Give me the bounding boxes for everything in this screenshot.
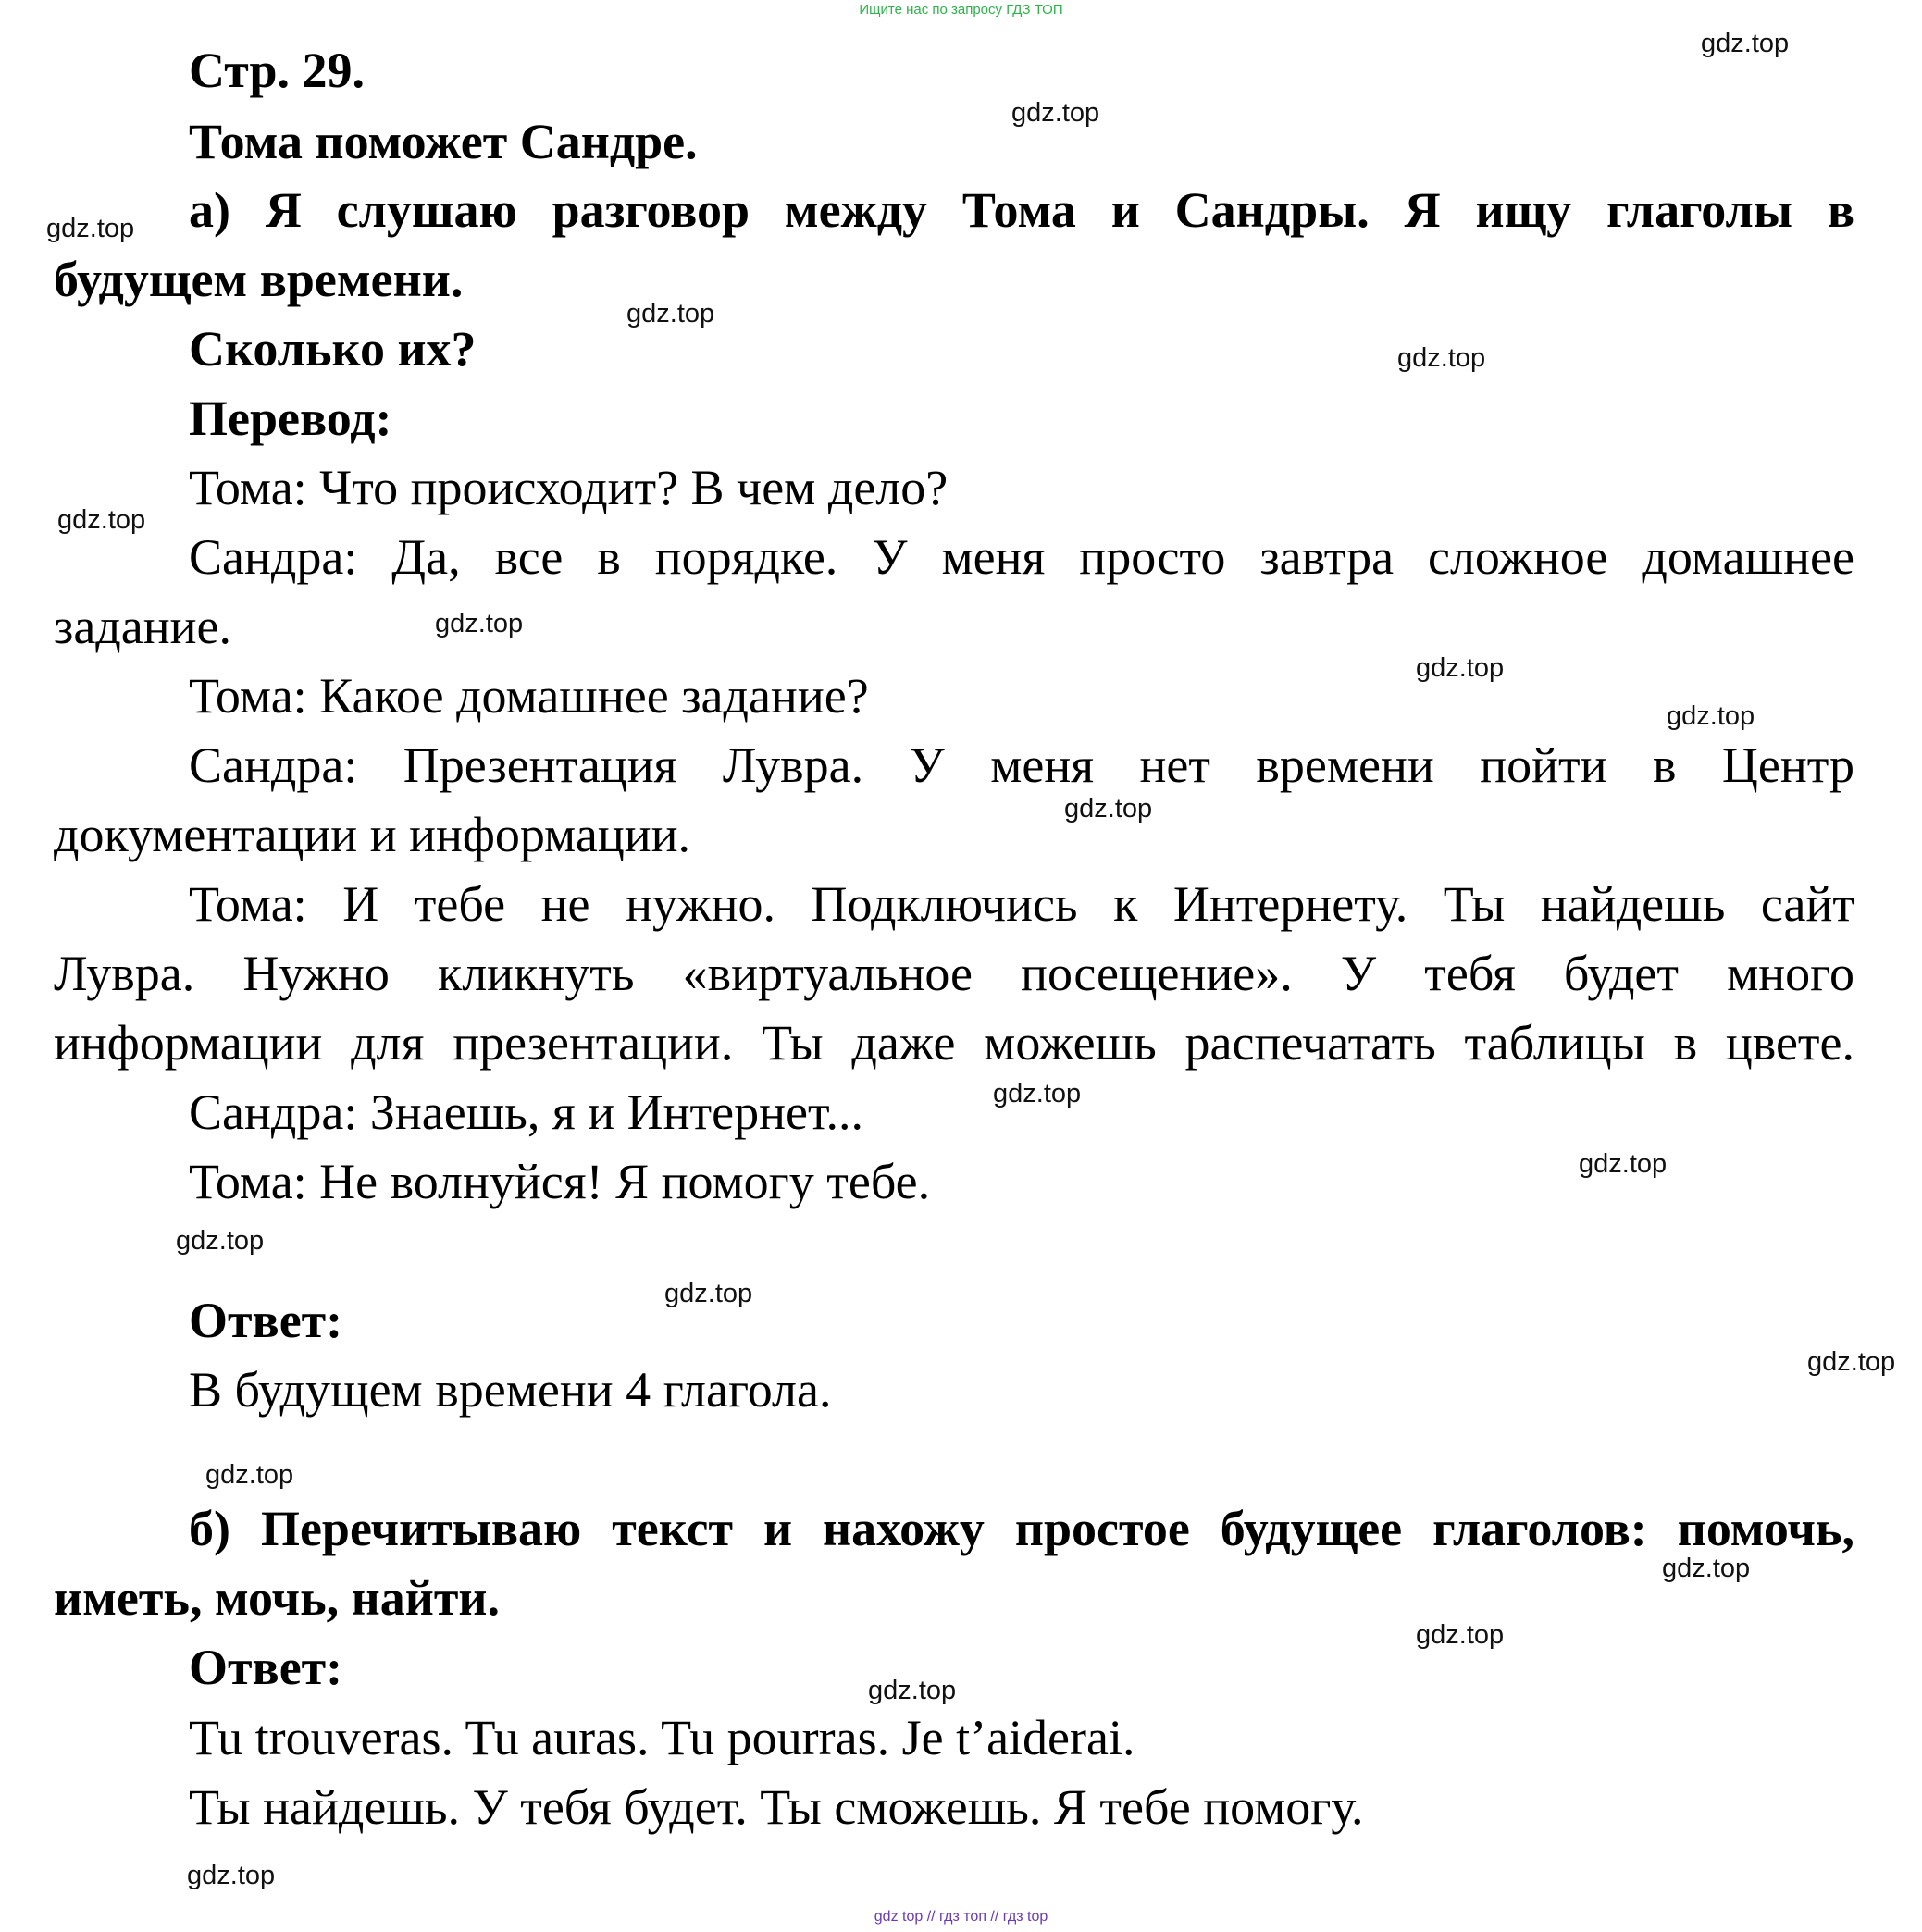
answer-b-french: Tu trouveras. Tu auras. Tu pourras. Je t’aiderai. [189,1710,1135,1765]
watermark: gdz.top [1579,1149,1668,1179]
answer-a-text: В будущем времени 4 глагола. [189,1362,832,1418]
translation-heading: Перевод: [189,390,392,446]
task-b-line-1: б) Перечитываю текст и нахожу простое будущее глаголов: помочь, [189,1501,1854,1556]
dialogue-line: документации и информации. [54,807,691,862]
watermark: gdz.top [868,1676,957,1705]
page-title: Тома поможет Сандре. [189,114,698,169]
watermark: gdz.top [46,214,135,243]
answer-b-heading: Ответ: [189,1640,343,1695]
dialogue-line: Тома: Какое домашнее задание? [189,668,869,724]
dialogue-line: Сандра: Презентация Лувра. У меня нет времени пойти в Центр [189,737,1854,793]
watermark: gdz.top [626,299,715,328]
search-hint-banner: Ищите нас по запросу ГДЗ ТОП [859,2,1063,18]
task-b-line-2: иметь, мочь, найти. [54,1570,500,1626]
watermark: gdz.top [176,1226,265,1256]
watermark: gdz.top [435,609,524,638]
dialogue-line: задание. [54,599,232,654]
dialogue-line: Лувра. Нужно кликнуть «виртуальное посещение». У тебя будет много [54,946,1854,1001]
dialogue-line: Тома: И тебе не нужно. Подключись к Интернету. Ты найдешь сайт [189,876,1854,932]
watermark: gdz.top [1397,343,1486,373]
watermark: gdz.top [1807,1347,1896,1377]
dialogue-line: информации для презентации. Ты даже можешь распечатать таблицы в цвете. [54,1015,1854,1071]
watermark: gdz.top [205,1460,294,1490]
dialogue-line: Сандра: Знаешь, я и Интернет... [189,1084,864,1140]
task-a-line-2: будущем времени. [54,252,464,307]
watermark: gdz.top [1662,1554,1751,1583]
task-a-line-1: а) Я слушаю разговор между Тома и Сандры. Я ищу глаголы в [189,182,1854,238]
watermark: gdz.top [1416,1620,1505,1650]
page-reference: Стр. 29. [189,43,366,98]
watermark: gdz.top [57,505,146,535]
dialogue-line: Сандра: Да, все в порядке. У меня просто завтра сложное домашнее [189,529,1854,585]
watermark: gdz.top [993,1079,1082,1108]
task-a-question: Сколько их? [189,321,477,377]
watermark: gdz.top [1416,653,1505,683]
watermark: gdz.top [1011,98,1100,128]
answer-a-heading: Ответ: [189,1293,343,1348]
dialogue-line: Тома: Не волнуйся! Я помогу тебе. [189,1154,931,1209]
watermark: gdz.top [664,1279,753,1308]
watermark: gdz.top [187,1861,276,1890]
watermark: gdz.top [1064,794,1153,824]
watermark: gdz.top [1667,701,1755,731]
watermark: gdz.top [1701,29,1790,58]
dialogue-line: Тома: Что происходит? В чем дело? [189,460,949,515]
footer-watermark: gdz top // гдз топ // гдз top [874,1909,1048,1925]
answer-b-russian: Ты найдешь. У тебя будет. Ты сможешь. Я тебе помогу. [189,1779,1364,1835]
